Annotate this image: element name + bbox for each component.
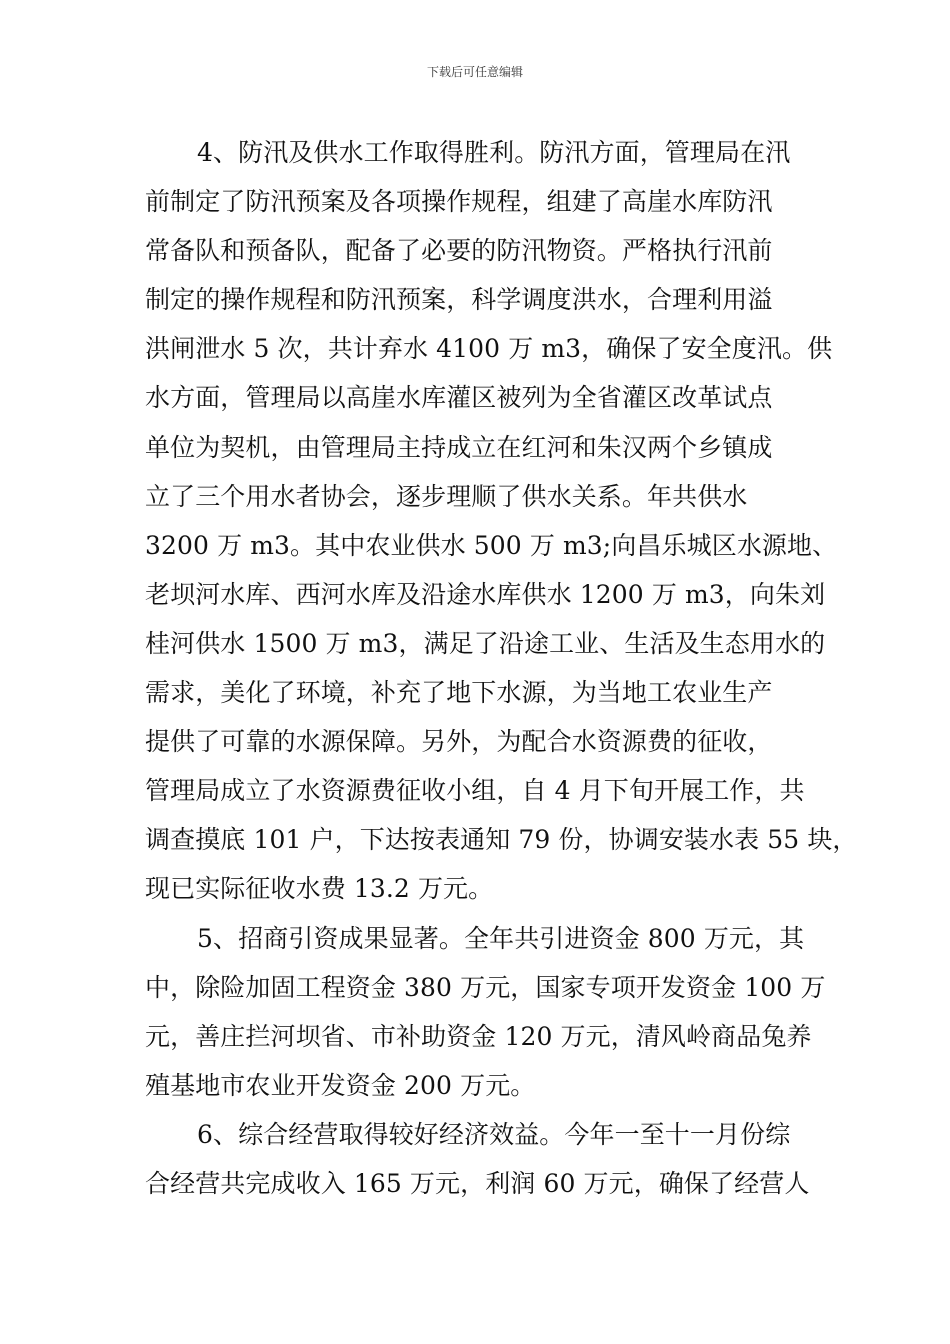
paragraph-6-line-2: 合经营共完成收入 165 万元，利润 60 万元，确保了经营人 xyxy=(145,1168,810,1198)
paragraph-4-line-8: 立了三个用水者协会，逐步理顺了供水关系。年共供水 xyxy=(145,481,748,511)
paragraph-4-line-11: 桂河供水 1500 万 m3，满足了沿途工业、生活及生态用水的 xyxy=(145,628,826,658)
paragraph-5-line-1: 5、招商引资成果显著。全年共引进资金 800 万元，其 xyxy=(197,923,805,953)
paragraph-4-line-9: 3200 万 m3。其中农业供水 500 万 m3;向昌乐城区水源地、 xyxy=(145,530,838,560)
paragraph-4-line-16: 现已实际征收水费 13.2 万元。 xyxy=(145,874,494,904)
paragraph-5-line-4: 殖基地市农业开发资金 200 万元。 xyxy=(145,1070,536,1100)
paragraph-4-line-2: 前制定了防汛预案及各项操作规程，组建了高崖水库防汛 xyxy=(145,187,773,217)
paragraph-4-line-15: 调查摸底 101 户，下达按表通知 79 份，协调安装水表 55 块， xyxy=(145,825,858,855)
paragraph-4-line-12: 需求，美化了环境，补充了地下水源，为当地工农业生产 xyxy=(145,678,773,708)
paragraph-4-line-5: 洪闸泄水 5 次，共计弃水 4100 万 m3，确保了安全度汛。供 xyxy=(145,334,833,364)
paragraph-4-line-6: 水方面，管理局以高崖水库灌区被列为全省灌区改革试点 xyxy=(145,383,773,413)
paragraph-4-line-3: 常备队和预备队，配备了必要的防汛物资。严格执行汛前 xyxy=(145,236,773,266)
page-header-note: 下载后可任意编辑 xyxy=(426,65,523,79)
paragraph-4-line-4: 制定的操作规程和防汛预案，科学调度洪水，合理利用溢 xyxy=(145,285,773,315)
paragraph-4-line-7: 单位为契机，由管理局主持成立在红河和朱汉两个乡镇成 xyxy=(145,432,773,462)
document-body xyxy=(145,128,858,1208)
paragraph-4-line-13: 提供了可靠的水源保障。另外，为配合水资源费的征收， xyxy=(145,727,773,757)
paragraph-6-line-1: 6、综合经营取得较好经济效益。今年一至十一月份综 xyxy=(197,1119,791,1149)
paragraph-5-line-2: 中，除险加固工程资金 380 万元，国家专项开发资金 100 万 xyxy=(145,972,826,1002)
paragraph-4-line-14: 管理局成立了水资源费征收小组，自 4 月下旬开展工作，共 xyxy=(145,776,805,806)
paragraph-4-line-1: 4、防汛及供水工作取得胜利。防汛方面，管理局在汛 xyxy=(197,138,791,167)
paragraph-4-line-10: 老坝河水库、西河水库及沿途水库供水 1200 万 m3，向朱刘 xyxy=(145,579,826,609)
paragraph-5-line-3: 元，善庄拦河坝省、市补助资金 120 万元，清风岭商品兔养 xyxy=(145,1021,812,1051)
